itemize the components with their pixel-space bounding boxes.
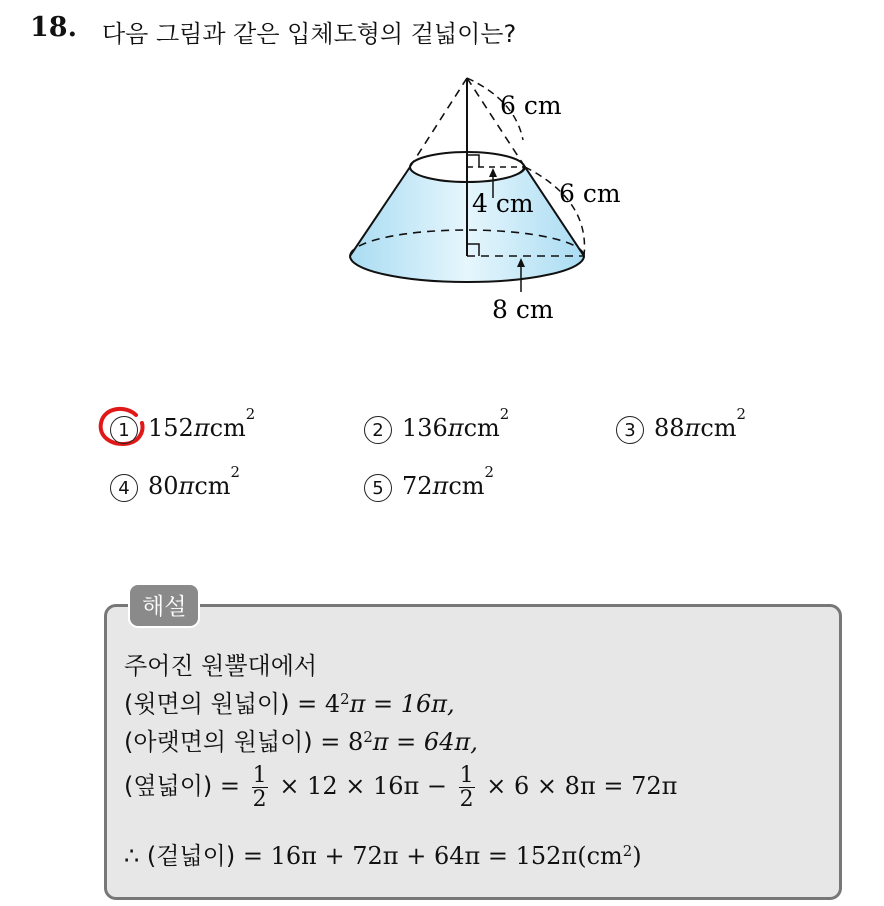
frustum-figure [330, 70, 630, 340]
fraction-half-1: $\frac{1}{2}$ [252, 763, 267, 813]
choice-value-4: 80 [148, 472, 179, 500]
choice-value-2: 136 [402, 414, 448, 442]
choice-value-3: 88 [654, 414, 685, 442]
solution-line-3: (옆넓이) = $\frac{1}{2}$ × 12 × 16π − $\frac{1}{2}$ × 6 × 8π = 72π [124, 763, 678, 813]
solution-intro: 주어진 원뿔대에서 [124, 652, 318, 680]
solution-line-2: (아랫면의 원넓이) = $8^2\pi = 64\pi$, [124, 727, 478, 756]
solution-line-1: (윗면의 원넓이) = $4^2\pi = 16\pi$, [124, 689, 455, 718]
choice-3[interactable]: 3 88 π cm 2 [616, 414, 746, 444]
solution-tag: 해설 [128, 583, 200, 628]
choice-value-5: 72 [402, 472, 433, 500]
fraction-half-2: $\frac{1}{2}$ [459, 763, 474, 813]
choice-number-4: 4 [110, 474, 138, 502]
choice-number-3: 3 [616, 416, 644, 444]
choice-number-5: 5 [364, 474, 392, 502]
choice-5[interactable]: 5 72 π cm 2 [364, 472, 494, 502]
choice-number-1: 1 [110, 416, 138, 444]
choice-1[interactable]: 1 152 π cm 2 [110, 414, 255, 444]
choice-number-2: 2 [364, 416, 392, 444]
label-bottom-radius: 8 cm [492, 295, 554, 324]
solution-line-4: ∴ (겉넓이) = $16\pi + 72\pi + 64\pi = 152\pi(cm^2)$ [124, 841, 642, 870]
choice-value-1: 152 [148, 414, 194, 442]
question-number: 18. [30, 12, 77, 43]
label-top-radius: 4 cm [472, 189, 534, 218]
choice-4[interactable]: 4 80 π cm 2 [110, 472, 240, 502]
label-slant-side: 6 cm [559, 179, 621, 208]
label-slant-top: 6 cm [500, 91, 562, 120]
question-text: 다음 그림과 같은 입체도형의 겉넓이는? [102, 20, 517, 48]
choice-2[interactable]: 2 136 π cm 2 [364, 414, 509, 444]
